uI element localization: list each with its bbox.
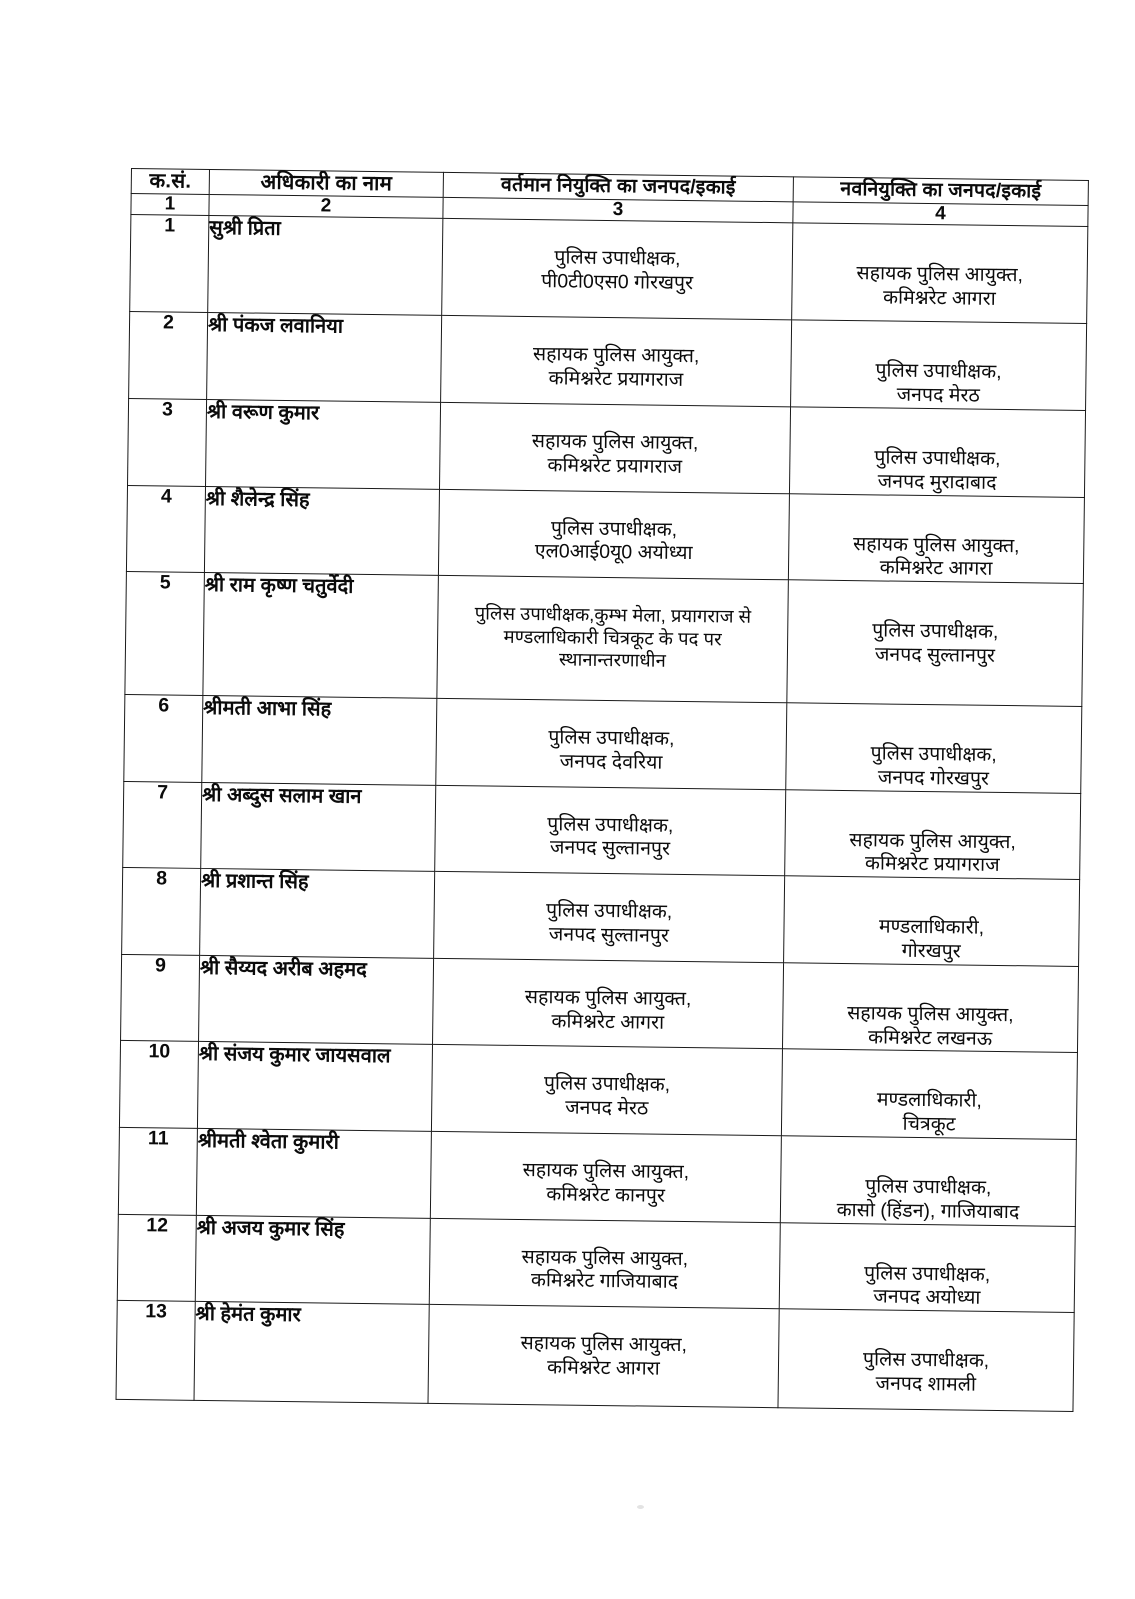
posting-line: मण्डलाधिकारी, xyxy=(878,915,985,940)
cell-serial-number: 5 xyxy=(125,572,205,696)
posting-line: सहायक पुलिस आयुक्त, xyxy=(524,985,692,1010)
posting-line: जनपद सुल्तानपुर xyxy=(548,923,670,947)
posting-line: जनपद सुल्तानपुर xyxy=(549,836,671,861)
posting-line: जनपद मुरादाबाद xyxy=(877,470,997,494)
posting-line: सहायक पुलिस आयुक्त, xyxy=(522,1158,690,1184)
cell-current-posting xyxy=(437,576,789,703)
table-row xyxy=(122,868,1080,967)
cell-serial-number: 3 xyxy=(128,399,207,487)
cell-new-posting xyxy=(784,876,1080,966)
cell-officer-name: श्री अब्दुस सलाम खान xyxy=(201,782,436,871)
table-row xyxy=(116,1300,1074,1411)
posting-line: पुलिस उपाधीक्षक, xyxy=(865,1175,992,1199)
cell-new-posting xyxy=(788,493,1084,583)
cell-officer-name: श्रीमती आभा सिंह xyxy=(202,696,437,785)
cell-new-posting xyxy=(778,1309,1074,1412)
table-row xyxy=(126,485,1084,584)
table-row xyxy=(125,572,1083,707)
table-body xyxy=(116,215,1088,1412)
cell-new-posting xyxy=(787,580,1084,707)
column-number-2: 2 xyxy=(209,194,443,219)
cell-officer-name: सुश्री प्रिता xyxy=(208,216,443,316)
posting-line: पुलिस उपाधीक्षक,कुम्भ मेला, प्रयागराज से xyxy=(474,602,752,627)
column-number-4: 4 xyxy=(793,201,1088,227)
cell-current-posting xyxy=(441,316,792,407)
cell-current-posting xyxy=(434,872,785,963)
table-row xyxy=(119,1041,1077,1140)
cell-new-posting xyxy=(781,1049,1077,1139)
posting-line: जनपद देवरिया xyxy=(559,750,663,774)
posting-line: पुलिस उपाधीक्षक, xyxy=(863,1261,991,1286)
posting-line: सहायक पुलिस आयुक्त, xyxy=(849,828,1016,853)
cell-serial-number: 1 xyxy=(130,215,209,313)
posting-line: स्थानान्तरणाधीन xyxy=(558,648,666,672)
posting-line: सहायक पुलिस आयुक्त, xyxy=(521,1245,689,1270)
table-row xyxy=(130,215,1088,324)
table-row xyxy=(123,781,1081,880)
cell-current-posting xyxy=(435,785,786,876)
cell-serial-number: 2 xyxy=(129,312,208,400)
cell-new-posting xyxy=(789,407,1085,497)
posting-line: कमिश्नरेट आगरा xyxy=(546,1356,660,1380)
posting-line: पुलिस उपाधीक्षक, xyxy=(870,742,997,767)
transfer-order-table-container xyxy=(116,168,1088,1412)
cell-current-posting xyxy=(429,1218,780,1309)
posting-line: जनपद शामली xyxy=(875,1372,977,1396)
cell-new-posting xyxy=(780,1136,1076,1226)
posting-line: कमिश्नरेट लखनऊ xyxy=(868,1025,993,1050)
table-row xyxy=(121,954,1079,1053)
cell-serial-number: 7 xyxy=(123,781,202,869)
posting-line: मण्डलाधिकारी चित्रकूट के पद पर xyxy=(503,625,722,650)
posting-line: सहायक पुलिस आयुक्त, xyxy=(847,1001,1014,1026)
cell-new-posting xyxy=(785,789,1081,879)
cell-officer-name: श्री पंकज लवानिया xyxy=(207,313,442,402)
cell-current-posting xyxy=(433,958,784,1049)
posting-line: जनपद मेरठ xyxy=(565,1096,649,1120)
cell-current-posting xyxy=(431,1045,782,1136)
table-row xyxy=(124,695,1082,794)
posting-line: कमिश्नरेट आगरा xyxy=(882,286,996,311)
table-row xyxy=(118,1127,1076,1226)
posting-line: कमिश्नरेट आगरा xyxy=(551,1009,665,1034)
cell-current-posting xyxy=(428,1304,779,1407)
cell-serial-number: 10 xyxy=(119,1041,198,1129)
cell-serial-number: 4 xyxy=(126,485,205,573)
cell-new-posting xyxy=(782,963,1078,1053)
cell-new-posting xyxy=(792,223,1088,324)
column-header-serial: क.सं. xyxy=(131,169,209,195)
posting-line: सहायक पुलिस आयुक्त, xyxy=(852,532,1020,557)
posting-line: कमिश्नरेट प्रयागराज xyxy=(547,454,683,478)
posting-line: जनपद गोरखपुर xyxy=(877,766,990,790)
posting-line: पुलिस उपाधीक्षक, xyxy=(872,619,999,644)
cell-officer-name: श्री वरूण कुमार xyxy=(206,399,441,488)
posting-line: पुलिस उपाधीक्षक, xyxy=(862,1348,990,1372)
cell-serial-number: 11 xyxy=(118,1127,197,1215)
posting-line: कमिश्नरेट प्रयागराज xyxy=(864,852,1000,877)
cell-officer-name: श्री शैलेन्द्र सिंह xyxy=(204,486,439,575)
cell-current-posting xyxy=(436,699,787,790)
cell-officer-name: श्रीमती श्वेता कुमारी xyxy=(196,1128,431,1217)
cell-officer-name: श्री हेमंत कुमार xyxy=(194,1301,429,1403)
cell-current-posting xyxy=(439,402,790,493)
cell-officer-name: श्री सैय्यद अरीब अहमद xyxy=(199,955,434,1044)
posting-line: मण्डलाधिकारी, xyxy=(876,1088,983,1113)
posting-line: चित्रकूट xyxy=(902,1112,956,1136)
posting-line: पुलिस उपाधीक्षक, xyxy=(875,359,1002,384)
posting-line: पी0टी0एस0 गोरखपुर xyxy=(541,270,694,295)
posting-line: सहायक पुलिस आयुक्त, xyxy=(531,430,699,455)
cell-current-posting xyxy=(430,1131,781,1222)
cell-current-posting xyxy=(438,489,789,580)
cell-new-posting xyxy=(786,703,1082,793)
transfer-order-table xyxy=(116,168,1089,1412)
column-number-1: 1 xyxy=(131,193,209,216)
posting-line: कमिश्नरेट गाजियाबाद xyxy=(530,1269,679,1294)
posting-line: एल0आई0यू0 अयोध्या xyxy=(534,540,693,565)
posting-line: कासो (हिंडन), गाजियाबाद xyxy=(836,1198,1020,1223)
cell-officer-name: श्री संजय कुमार जायसवाल xyxy=(197,1042,432,1131)
posting-line: सहायक पुलिस आयुक्त, xyxy=(856,262,1024,287)
cell-serial-number: 8 xyxy=(122,868,201,956)
cell-officer-name: श्री राम कृष्ण चतुर्वेदी xyxy=(203,573,439,699)
posting-line: कमिश्नरेट आगरा xyxy=(879,556,993,581)
table-row xyxy=(117,1214,1075,1313)
column-header-new-posting: नवनियुक्ति का जनपद/इकाई xyxy=(793,177,1088,205)
posting-line: जनपद अयोध्या xyxy=(873,1285,981,1310)
scan-speck xyxy=(637,1505,644,1509)
posting-line: पुलिस उपाधीक्षक, xyxy=(874,446,1001,470)
posting-line: सहायक पुलिस आयुक्त, xyxy=(520,1332,688,1357)
posting-line: पुलिस उपाधीक्षक, xyxy=(550,516,678,541)
posting-line: जनपद मेरठ xyxy=(896,383,980,407)
posting-line: जनपद सुल्तानपुर xyxy=(874,643,996,667)
column-header-officer-name: अधिकारी का नाम xyxy=(209,169,443,197)
posting-line: कमिश्नरेट कानपुर xyxy=(546,1183,666,1207)
posting-line: पुलिस उपाधीक्षक, xyxy=(547,812,674,837)
posting-line: पुलिस उपाधीक्षक, xyxy=(554,246,681,271)
posting-line: पुलिस उपाधीक्षक, xyxy=(545,899,673,924)
cell-current-posting xyxy=(442,219,793,320)
posting-line: कमिश्नरेट प्रयागराज xyxy=(548,367,684,392)
cell-serial-number: 13 xyxy=(116,1300,195,1400)
posting-line: पुलिस उपाधीक्षक, xyxy=(548,726,675,751)
cell-officer-name: श्री प्रशान्त सिंह xyxy=(200,869,435,958)
column-header-current-posting: वर्तमान नियुक्ति का जनपद/इकाई xyxy=(443,172,793,201)
column-number-3: 3 xyxy=(443,197,793,223)
cell-serial-number: 12 xyxy=(117,1214,196,1302)
posting-line: पुलिस उपाधीक्षक, xyxy=(543,1072,671,1097)
cell-new-posting xyxy=(779,1222,1075,1312)
table-row xyxy=(129,312,1087,411)
posting-line: सहायक पुलिस आयुक्त, xyxy=(532,343,700,368)
table-row xyxy=(128,399,1086,498)
posting-line: गोरखपुर xyxy=(901,939,961,963)
cell-serial-number: 9 xyxy=(121,954,200,1042)
cell-officer-name: श्री अजय कुमार सिंह xyxy=(195,1215,430,1304)
cell-serial-number: 6 xyxy=(124,695,203,783)
cell-new-posting xyxy=(791,320,1087,410)
